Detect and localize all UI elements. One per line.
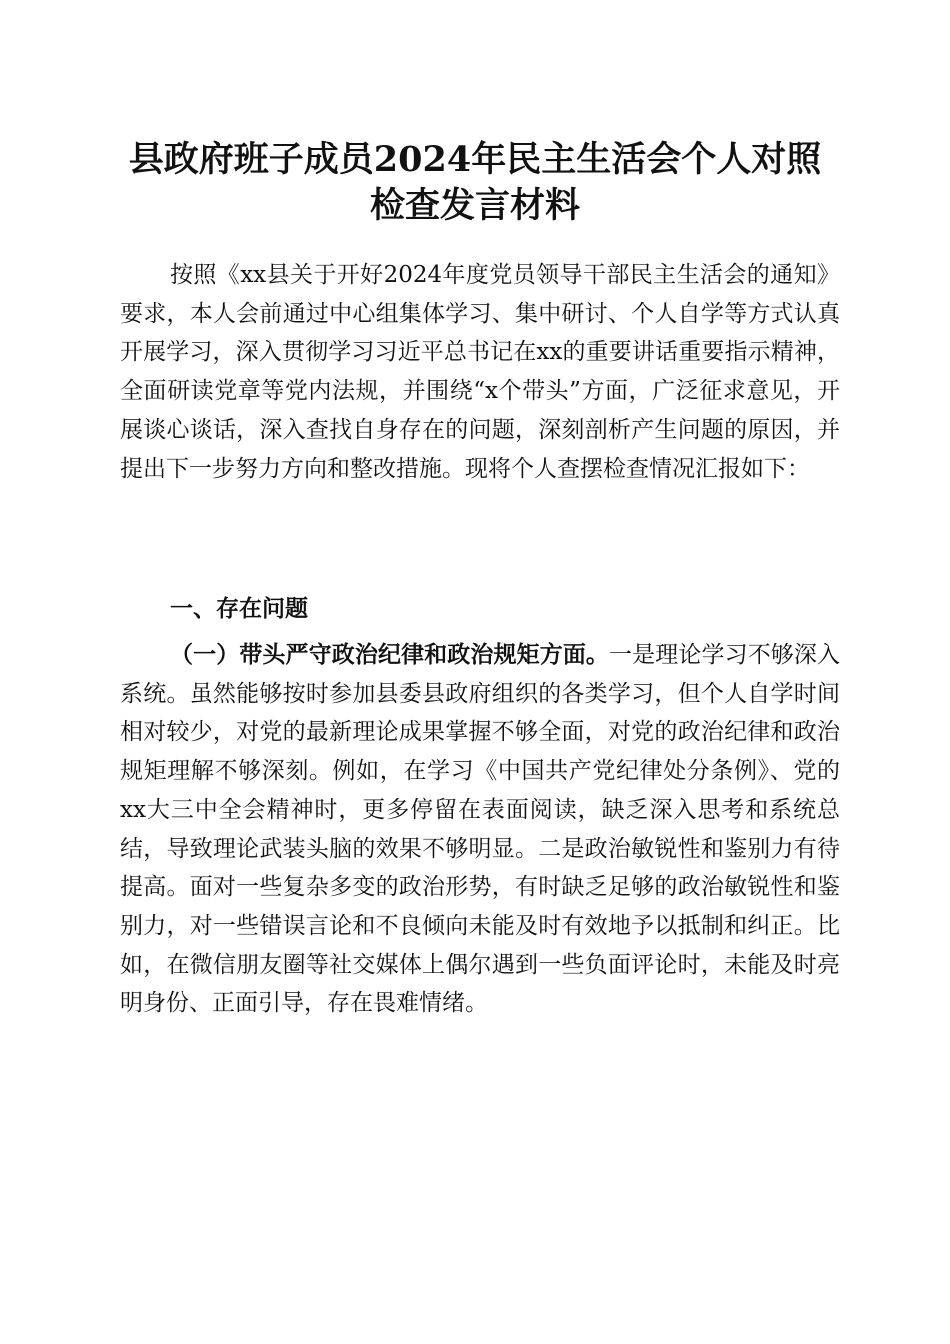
document-title-line1: 县政府班子成员2024年民主生活会个人对照 [128,139,822,180]
document-title-line2: 检查发言材料 [369,185,580,226]
section-heading-problems: 一、存在问题 [170,596,308,622]
section-item-1-paragraph [120,636,840,1023]
section-item-1-body: 一是理论学习不够深入系统。虽然能够按时参加县委县政府组织的各类学习，但个人自学时间相对较少，对党的最新理论成果掌握不够全面，对党的政治纪律和政治规矩理解不够深刻。例如，在学习《中国共产党纪律处分条例》、党的xx大三中全会精神时，更多停留在表面阅读，缺乏深入思考和系统总结，导致理论武装头脑的效果不够明显。二是政治敏锐性和鉴别力有待提高。面对一些复杂多变的政治形势，有时缺乏足够的政治敏锐性和鉴别力，对一些错误言论和不良倾向未能及时有效地予以抵制和纠正。比如，在微信朋友圈等社交媒体上偶尔遇到一些负面评论时，未能及时亮明身份、正面引导，存在畏难情绪。 [120,642,841,1017]
section-item-1-lead: （一）带头严守政治纪律和政治规矩方面。 [170,641,610,668]
intro-paragraph: 按照《xx县关于开好2024年度党员领导干部民主生活会的通知》要求，本人会前通过中心组集体学习、集中研讨、个人自学等方式认真开展学习，深入贯彻学习习近平总书记在xx的重要讲话重要指示精神，全面研读党章等党内法规，并围绕“x个带头”方面，广泛征求意见，开展谈心谈话，深入查找自身存在的问题，深刻剖析产生问题的原因，并提出下一步努力方向和整改措施。现将个人查摆检查情况汇报如下： [120,262,840,482]
